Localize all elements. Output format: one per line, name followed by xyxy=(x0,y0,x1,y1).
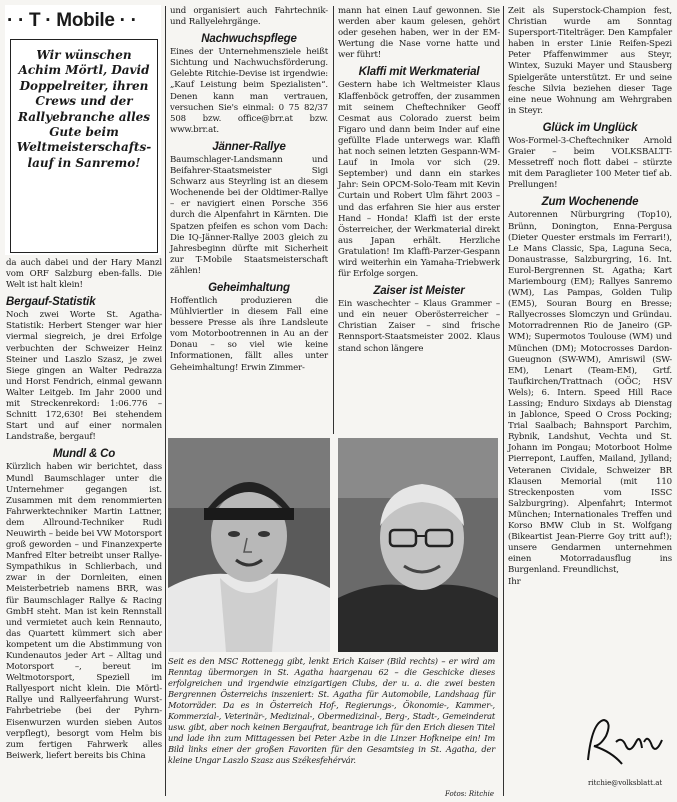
column-rule-3 xyxy=(503,6,504,796)
heading-mundl-co: Mundl & Co xyxy=(52,448,116,461)
ad-message: Wir wünschen Achim Mörtl, David Doppelreiter, ihren Crews und der Rallyebranche alles Gute beim Weltmeisterschafts-lauf in Sanremo! xyxy=(16,48,152,170)
col4-intro: Zeit als Superstock-Champion fest, Christian wurde am Sonntag Supersport-Titelträger. Den Kampfaler haben in erster Linie Reifen-Spezi Peter Pfaffenwimmer aus Steyr, Wintex, Suzuki Mayer und Stausberg Spielgeräte unterstützt. Er und seine fesche Silvia beziehen dieser Tage eine neue Wohnung am Wehrgraben in Steyr. xyxy=(508,6,672,116)
bergauf-text: Noch zwei Worte St. Agatha-Statistik: Herbert Stenger war hier viermal siegreich, je drei Erfolge verbuchten der Schweizer Heinz Steiner und Laszlo Szasz, je zwei Siege gingen an Walter Pedrazza und Horst Fendrich, einmal gewann Walter Leitgeb. Im Jahr 2000 und mit Streckenrekord: 1:06.776 – Schnitt 172,630! Bei stehendem Start und auf einer normalen Landstraße, bergauf! xyxy=(6,310,162,443)
photo-erich-kaiser xyxy=(338,438,498,652)
column-4 xyxy=(508,6,672,588)
heading-zaiser: Zaiser ist Meister xyxy=(373,285,465,298)
column-3 xyxy=(338,6,500,355)
column-1 xyxy=(6,258,162,762)
mundl-text: Kürzlich haben wir berichtet, dass Mundl Baumschlager unter die Unternehmer gegangen ist. Zusammen mit dem renommierten Fahrwerktechniker Martin Lattner, dem Allround-Techniker Rudi Neuwirth – beide bei VW Motorsport groß geworden – und Finanzexperte Manfred Elter betreibt unser Rallye-Sympathikus in Schlierbach, und zwar in der Dornleiten, einen Meisterbetrieb namens BRR, was für Baumschlager Rallye & Racing GmbH steht. Man ist kein Rennstall und vermietet auch kein Rennauto, das Quartett kümmert sich aber kompetent um die Abstimmung von Kundenautos jeder Art – Alltag und Motorsport –, bereut im Weltmotorsport, Speziell im Rallyesport nicht klein. Die Mörtl-Rallye und Rallyeerfahrung Wurst-Fahrbetriebe (bei der Pyhrn-Eisenwurzen wurden sieben Autos verpflegt), besorgt vom Helm bis zum fertigen Fahrwerk alles Beiwerk, liefert bereits bis China xyxy=(6,462,162,761)
sign-ihr: Ihr xyxy=(508,576,521,587)
ad-message-box xyxy=(10,39,158,253)
column-rule-1 xyxy=(165,6,166,796)
heading-nachwuchspflege: Nachwuchspflege xyxy=(201,33,297,46)
photo-credit: Fotos: Ritchie xyxy=(445,790,495,798)
heading-wochenende: Zum Wochenende xyxy=(541,196,639,209)
nachwuchs-text: Eines der Unternehmensziele heißt Sichtung und Nachwuchsförderung. Gelebte Ritchie-Devise ist irgendwie: „Kauf Leistung beim Spezialisten“. Denen kann man vertrauen, versuchen Sie's einmal: 0 75 82/37 508 bzw. office@brr.at bzw. www.brr.at. xyxy=(170,47,328,135)
older-man-portrait xyxy=(338,438,498,652)
heading-jaenner-rallye: Jänner-Rallye xyxy=(212,140,286,153)
wochenende-text: Autorennen Nürburgring (Top10), Brünn, Donington, Enna-Pergusa (Dieter Quester erstmals im Ferrari!), Le Mans Classic, Spa, Laguna Seca, Donaustrasse, Salzburgring, 16. Int. Eurol-Bergrennen St. Agatha; Kart Mariembourg (EM); Rallyes Sanremo (WM), Las Pampas, Golden Tulip (EM5), Souran Bourg en Bresse; Rallyecrosses Slomczyn und Gründau. Motorradrennen Rio de Janeiro (GP-WM); Supermotos Toulouse (WM) und München (DM); Motocrosses Dardon-Gueugnon (SW-WM), Amriswil (SW-EM), Lenart (Team-EM), Grtf. Taufkirchen/Trattnach (OÖC; HSV Wels); 6. Intern. Speed Hill Race Lassing; Enduro Sixdays ab Dienstag in Jablonce, Speed O Cross Pocking; Trial Saalbach; Bahnsport Parchim, Rybnik, Landshut, Vechta und St. Johann im Pongau; Motorboot Holme Pierrepont, Lauffen, Mailand, Jylland; Veteranen Cividale, Schweizer BR Klausen Memorial (mit 110 Streckenposten vom ISSC Salzburgring). Alpenfahrt; Intermot München; Internationales Treffen und Korso BMW Club in St. Wolfgang (Bikeartist Jean-Pierre Goy tritt auf!); unsere Gendarmen unternehmen einen Motorradausflug ins Burgenland. Freundlichst, xyxy=(508,210,672,576)
zaiser-text: Ein waschechter – Klaus Grammer – und ein neuer Oberösterreicher – Christian Zaiser – sind frische Rennsport-Staatsmeister 2002. Klaus stand schon längere xyxy=(338,299,500,354)
col3-intro: mann hat einen Lauf gewonnen. Sie werden aber kaum gelesen, gehört oder gesehen haben, wer in der EM-Wertung die Nase vorne hatte und wer führt! xyxy=(338,6,500,61)
author-email: ritchie@volksblatt.at xyxy=(588,779,663,787)
t-mobile-logo: · · T · Mobile · · xyxy=(7,10,137,31)
driver-portrait xyxy=(168,438,330,652)
col1-intro: da auch dabei und der Hary Manzl vom ORF Salzburg eben-falls. Die Welt ist halt klein! xyxy=(6,258,162,291)
col2-intro: und organisiert auch Fahrtechnik- und Rallyelehrgänge. xyxy=(170,6,328,28)
jaenner-text: Baumschlager-Landsmann und Beifahrer-Staatsmeister Sigi Schwarz aus Steyrling ist an diesem Wochenende bei der Oldtimer-Rallye – er navigiert einen Porsche 356 durch die Alpenfahrt in Kärnten. Die Spatzen pfeifen es schon vom Dach: Die IQ-Jänner-Rallye 2003 gleich zu Jahresbeginn dürfte mit Sicherheit zur T-Mobile Staatsmeisterschaft zählen! xyxy=(170,154,328,276)
ritchie-signature xyxy=(582,712,668,772)
t-mobile-ad xyxy=(5,5,161,255)
geheim-text: Hoffentlich produzieren die Mühlviertler in diesem Fall eine bessere Presse als ihre Landsleute vom Motorbootrennen in Au an der Donau – so viel wie keine Informationen, fällt alles unter Geheimhaltung! Erwin Zimmer- xyxy=(170,295,328,373)
klaffi-text: Gestern habe ich Weltmeister Klaus Klaffenböck getroffen, der zusammen mit seinem Cheftechniker Geoff Cesmat aus Colorado zuerst beim Figaro und dann beim Inder auf eine gefüllte Flade unterwegs war. Klaffi hat noch seinen letzten Gespann-WM-Lauf in Imola vor sich (29. September) und dann ein starkes Jahr: Sein OPCM-Solo-Team mit Kevin Curtain und Robert Ulm fährt 2003 – und das erfahren Sie hier aus erster Hand – Honda! Klaffi ist der erste Österreicher, der Werkmaterial direkt aus Japan erhält. Herzliche Gratulation! Im Klaffi-Parzer-Gespann wird weiterhin ein Yamaha-Triebwerk für Erfolge sorgen. xyxy=(338,80,500,280)
photo-caption: Seit es den MSC Rottenegg gibt, lenkt Erich Kaiser (Bild rechts) – er wird am Renntag übermorgen in St. Agatha haargenau 62 – die Geschicke dieses erfolgreichen und irgendwie einzigartigen Clubs, der u. a. die zwei besten Bergrennen Österreichs inszeniert: St. Agatha für Automobile, Landshaag für Motorräder. Da es in Österreich Hof-, Regierungs-, Ökonomie-, Kammer-, Kommerzial-, Veterinär-, Medizinal-, Obermedizinal-, Berg-, Stadt-, Gemeinderat usw. gibt, aber noch keinen Bergaufrat, beantrage ich für den Erich diesen Titel und lade ihn zum Mittagessen bei Peter Azbe in die Linzer Hofkneipe ein! Im Bild links einer der großen Favoriten für den Gesamtsieg in St. Agatha, der kleine Ungar Laszlo Szasz aus Székesfehérvár. xyxy=(168,656,495,765)
column-rule-2 xyxy=(333,6,334,434)
heading-bergauf-statistik: Bergauf-Statistik xyxy=(6,296,96,309)
heading-klaffi: Klaffi mit Werkmaterial xyxy=(358,66,480,79)
glueck-text: Wos-Formel-3-Cheftechniker Arnold Graier – beim VOLKSBALTT-Messetreff noch flott dabei – stürzte mit dem Paraglieter 100 Meter tief ab. Prellungen! xyxy=(508,135,672,191)
heading-glueck: Glück im Unglück xyxy=(542,121,638,134)
photo-laszlo-szasz xyxy=(168,438,330,652)
column-2 xyxy=(170,6,328,374)
heading-geheimhaltung: Geheimhaltung xyxy=(208,281,290,294)
